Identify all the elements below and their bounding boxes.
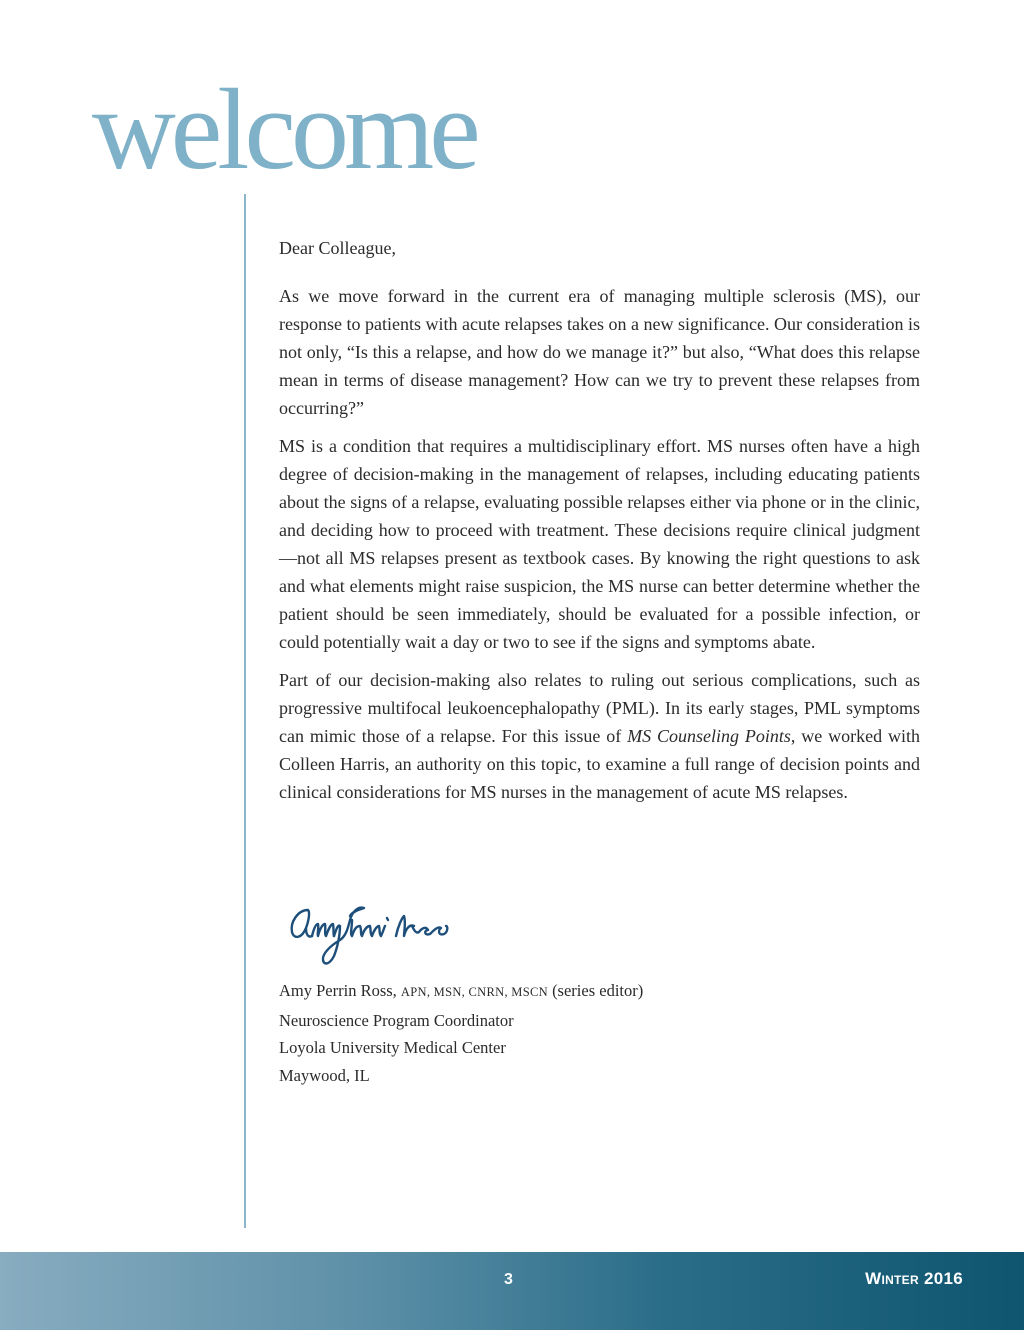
editor-block [279,977,643,1089]
page-number: 3 [504,1271,513,1288]
editor-organization: Loyola University Medical Center [279,1038,506,1057]
issue-label: Winter 2016 [865,1269,963,1288]
editor-line [279,977,643,1007]
paragraph-2: MS is a condition that requires a multidisciplinary effort. MS nurses often have a high degree of decision-making in the management of relapses, including educating patients about the signs of a relapse, evaluating possible relapses either via phone or in the clinic, and deciding how to proceed with treatment. These decisions require clinical judgment—not all MS relapses present as textbook cases. By knowing the right questions to ask and what elements might raise suspicion, the MS nurse can better determine whether the patient should be seen immediately, should be evaluated for a possible infection, or could potentially wait a day or two to see if the signs and symptoms abate. [279,436,920,652]
footer-bar [0,1252,1024,1330]
paragraph-1: As we move forward in the current era of managing multiple sclerosis (MS), our response to patients with acute relapses takes on a new significance. Our consideration is not only, “Is this a relapse, and how do we manage it?” but also, “What does this relapse mean in terms of disease management? How can we try to prevent these relapses from occurring?” [279,286,920,418]
vertical-rule [244,194,246,1228]
signature-graphic [286,896,456,968]
editor-title: Neuroscience Program Coordinator [279,1010,514,1030]
editor-name: Amy Perrin Ross, [279,981,397,1000]
letter-body [279,234,920,816]
salutation: Dear Colleague, [279,238,396,258]
editor-role: (series editor) [552,981,644,1000]
page-title: welcome [92,66,476,194]
editor-credentials: APN, MSN, CNRN, MSCN [400,985,548,999]
editor-location: Maywood, IL [279,1065,370,1085]
publication-title: MS Counseling Points [627,726,791,746]
paragraph-3-text-a: Part of our decision-making also relates to ruling out serious complications, such as progressive multifocal leukoencephalopathy (PML). In its early stages, PML symptoms can mimic those of a relapse. For this issue of [279,670,920,746]
paragraph-3 [279,666,920,806]
paragraph-3-text-b: , we worked with Colleen Harris, an authority on this topic, to examine a full range of decision points and clinical considerations for MS nurses in the management of acute MS relapses. [279,726,920,802]
signature [286,896,456,968]
